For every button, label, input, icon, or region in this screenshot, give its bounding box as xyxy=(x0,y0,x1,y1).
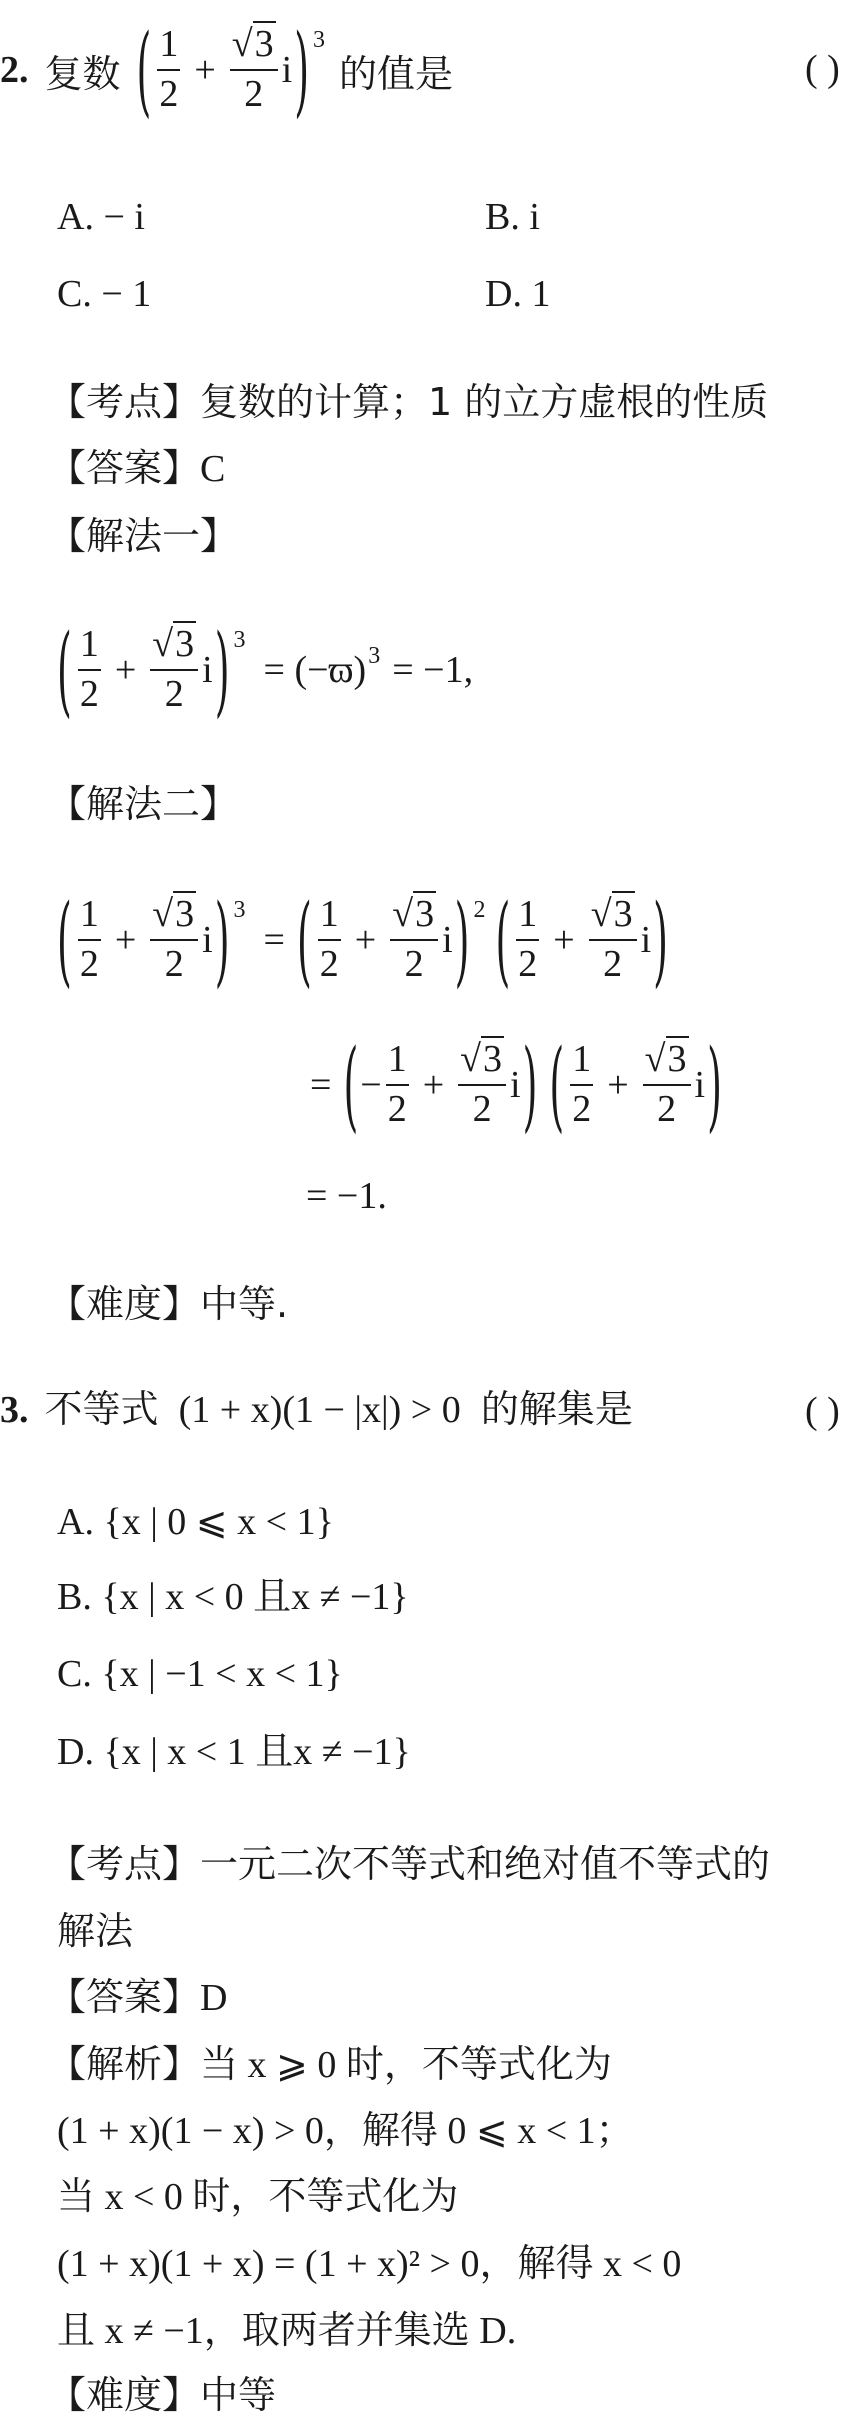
q2-plus: + xyxy=(194,49,216,91)
q3-option-b: B. {x | x < 0 且x ≠ −1} xyxy=(57,1576,409,1618)
q2-answer-tag: 【答案】 xyxy=(48,446,201,490)
q2-kaodian-tag: 【考点】 xyxy=(48,380,201,424)
q2-method2-line1: ( $\frac{1}{2}$ + $\frac{√3}{2}$ i ) 3 = ( $\frac{1}{2}$ + $\frac{√3}{2}$ i ) 2 ( $\frac{1}{2}$ + $\frac{√3}{2}$ i ) xyxy=(57,882,668,998)
q3-answer-value: D xyxy=(200,1977,228,2019)
q2-difficulty-tag: 【难度】 xyxy=(48,1282,201,1326)
q2-frac-den: 2 xyxy=(159,73,179,115)
q2-fraction-root3: $\frac{√3}{2}$ xyxy=(230,24,278,116)
q2-method1-equation: ( $\frac{1}{2}$ + $\frac{√3}{2}$ i ) 3 = (−ϖ) 3 = −1, xyxy=(57,612,474,728)
q2-sqrt3: √3 xyxy=(231,23,274,66)
q3-kaodian-line1: 一元二次不等式和绝对值不等式的 xyxy=(200,1842,771,1886)
q2-kaodian xyxy=(48,380,769,424)
q2-stem xyxy=(0,10,453,130)
q3-answer xyxy=(48,1975,228,2019)
q2-number: 2. xyxy=(0,49,29,91)
q2-option-d: D. 1 xyxy=(485,273,551,315)
q2-difficulty-value: 中等. xyxy=(200,1282,289,1326)
q3-kaodian-tag: 【考点】 xyxy=(48,1842,201,1886)
q3-difficulty-value: 中等 xyxy=(200,2373,277,2417)
q2-stem-prefix: 复数 xyxy=(44,51,121,96)
q2-method1-end: = −1, xyxy=(392,649,474,691)
q2-option-a: A. − i xyxy=(57,196,145,238)
q2-method1-tag: 【解法一】 xyxy=(48,514,239,558)
q3-stem-math: (1 + x)(1 − |x|) > 0 xyxy=(178,1389,461,1431)
q3-analysis-tag: 【解析】 xyxy=(48,2042,201,2086)
q3-analysis-line-0: 当 x ⩾ 0 时，不等式化为 xyxy=(200,2044,612,2086)
q2-power: 3 xyxy=(313,26,326,53)
q3-stem-prefix: 不等式 xyxy=(44,1387,159,1431)
q3-analysis-line-3: (1 + x)(1 + x) = (1 + x)² > 0，解得 x < 0 xyxy=(57,2243,682,2285)
q3-number: 3. xyxy=(0,1389,29,1431)
q2-imag-unit: i xyxy=(281,49,293,91)
q2-method2-line2: = ( − $\frac{1}{2}$ + $\frac{√3}{2}$ i ) ( $\frac{1}{2}$ + $\frac{√3}{2}$ i ) xyxy=(310,1027,722,1143)
q3-kaodian-line2: 解法 xyxy=(57,1909,134,1953)
q2-option-c: C. − 1 xyxy=(57,273,152,315)
q3-analysis-line-1: (1 + x)(1 − x) > 0，解得 0 ⩽ x < 1； xyxy=(57,2110,634,2152)
q3-analysis-line-2: 当 x < 0 时，不等式化为 xyxy=(57,2176,459,2218)
q3-answer-tag: 【答案】 xyxy=(48,1975,201,2019)
q3-difficulty xyxy=(48,2373,277,2417)
q2-kaodian-text: 复数的计算；1 的立方虚根的性质 xyxy=(200,380,769,424)
q3-difficulty-tag: 【难度】 xyxy=(48,2373,201,2417)
q2-answer xyxy=(48,446,226,490)
q2-method2-tag: 【解法二】 xyxy=(48,782,239,826)
q2-difficulty xyxy=(48,1282,289,1326)
q2-answer-value: C xyxy=(200,448,226,490)
q2-answer-paren: ( ) xyxy=(805,48,840,90)
q2-left-paren: ( xyxy=(136,12,152,128)
q2-option-b: B. i xyxy=(485,196,540,238)
q2-frac-num: 1 xyxy=(159,23,179,66)
q3-option-c: C. {x | −1 < x < 1} xyxy=(57,1653,343,1695)
q3-option-a: A. {x | 0 ⩽ x < 1} xyxy=(57,1501,334,1543)
q3-analysis xyxy=(48,2042,612,2086)
q2-fraction-half xyxy=(157,24,180,116)
q2-right-paren: ) xyxy=(294,12,310,128)
q3-stem xyxy=(0,1387,633,1431)
q3-stem-suffix: 的解集是 xyxy=(480,1387,633,1431)
q3-option-d: D. {x | x < 1 且x ≠ −1} xyxy=(57,1731,411,1773)
q3-kaodian xyxy=(48,1842,771,1886)
q3-analysis-line-4: 且 x ≠ −1，取两者并集选 D. xyxy=(57,2310,517,2352)
q3-answer-paren: ( ) xyxy=(805,1390,840,1432)
q2-stem-suffix: 的值是 xyxy=(339,51,454,96)
q2-method1-rhs: = (−ϖ) xyxy=(263,649,367,691)
q2-method2-final: = −1. xyxy=(306,1175,387,1217)
